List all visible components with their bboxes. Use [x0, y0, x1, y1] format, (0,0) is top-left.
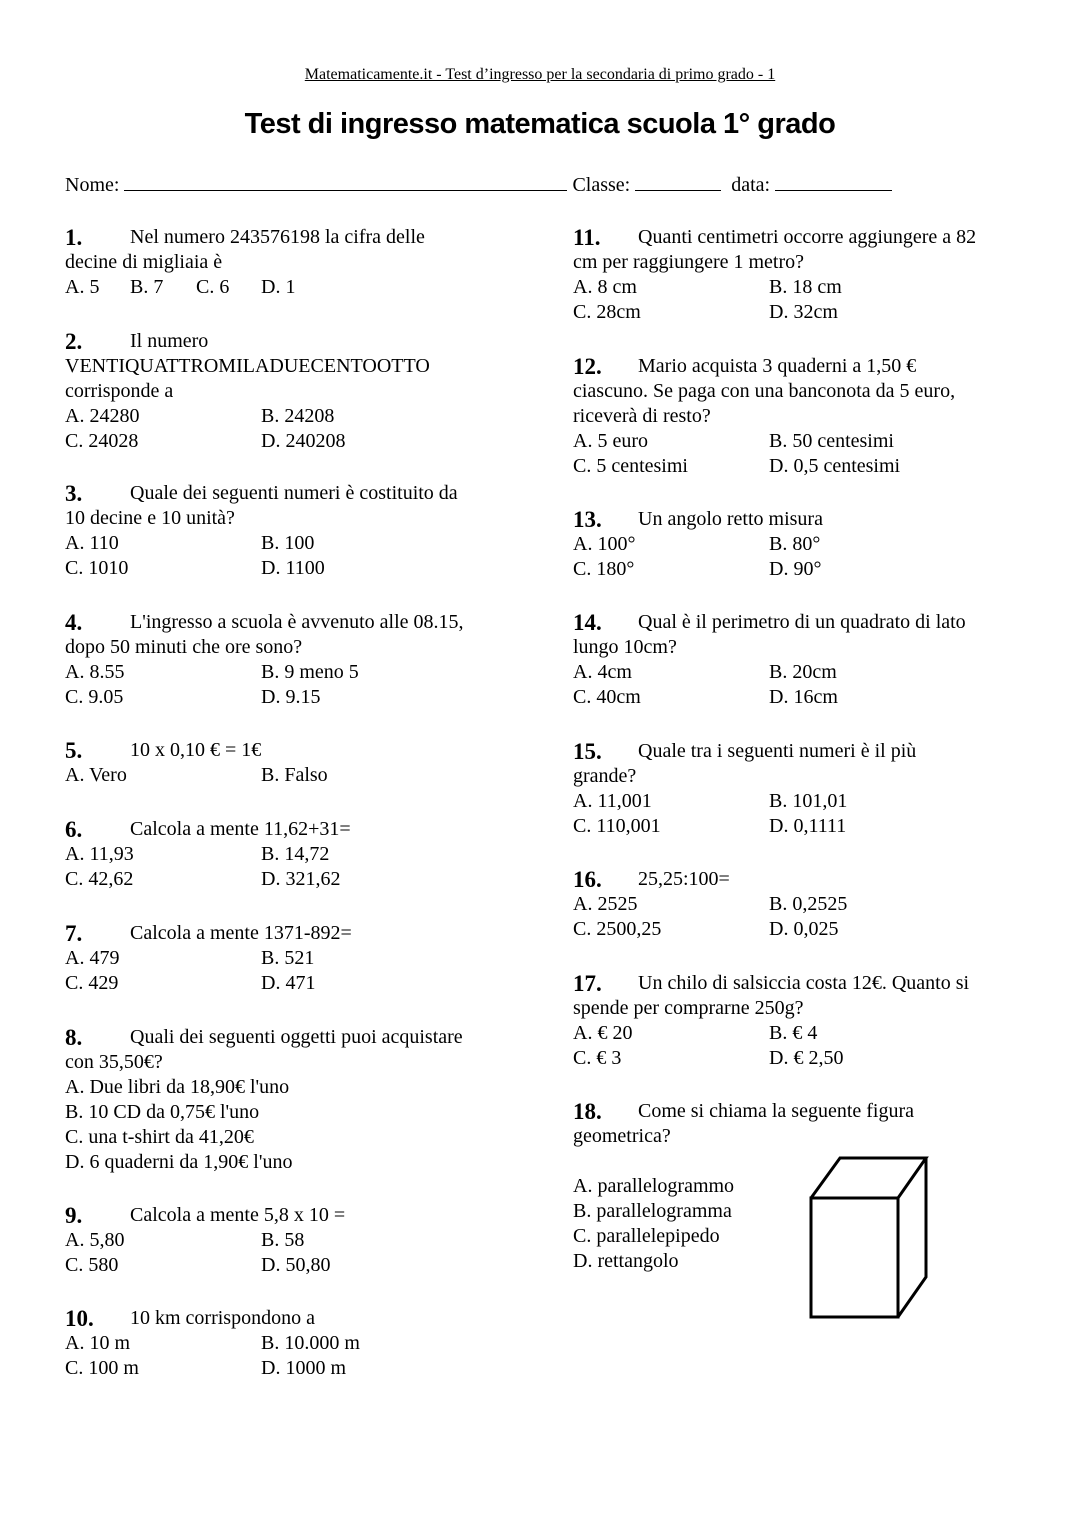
question-text: ciascuno. Se paga con una banconota da 5 euro, [573, 380, 956, 402]
page-header: Matematicamente.it - Test d’ingresso per la secondaria di primo grado - 1 [304, 66, 776, 83]
question-text: VENTIQUATTROMILADUECENTOOTTO [65, 355, 430, 377]
answer-option[interactable]: B. 20cm [769, 661, 837, 683]
page-title: Test di ingresso matematica scuola 1° grado [244, 108, 836, 140]
answer-option[interactable]: A. € 20 [573, 1022, 633, 1044]
question-1 [65, 225, 545, 298]
question-text: Quale tra i seguenti numeri è il più [638, 740, 917, 762]
answer-option[interactable]: D. 0,025 [769, 918, 839, 940]
class-label: Classe: [572, 174, 631, 196]
question-6 [65, 817, 545, 890]
question-number: 1. [65, 225, 83, 250]
question-8 [65, 1025, 545, 1173]
question-text: Quanti centimetri occorre aggiungere a 82 [638, 226, 977, 248]
answer-option[interactable]: C. 5 centesimi [573, 455, 688, 477]
question-number: 8. [65, 1025, 83, 1050]
answer-option[interactable]: A. 5 euro [573, 430, 648, 452]
question-text: Mario acquista 3 quaderni a 1,50 € [638, 355, 917, 377]
answer-option[interactable]: A. 2525 [573, 893, 638, 915]
question-text: 10 km corrispondono a [130, 1307, 315, 1329]
question-text: corrisponde a [65, 380, 174, 402]
question-text: Quale dei seguenti numeri è costituito da [130, 482, 458, 504]
answer-option[interactable]: D. € 2,50 [769, 1047, 844, 1069]
answer-option[interactable]: C. 28cm [573, 301, 641, 323]
answer-option[interactable]: B. 101,01 [769, 790, 848, 812]
cuboid-figure [800, 1150, 940, 1330]
question-14 [573, 610, 1053, 708]
answer-option[interactable]: C. 24028 [65, 430, 139, 452]
answer-option[interactable]: D. rettangolo [573, 1250, 679, 1272]
question-text: 10 decine e 10 unità? [65, 507, 235, 529]
question-10 [65, 1306, 545, 1379]
answer-option[interactable]: C. 6 [196, 276, 230, 298]
question-16 [573, 867, 1053, 940]
answer-option[interactable]: A. 8.55 [65, 661, 125, 683]
question-text: decine di migliaia è [65, 251, 223, 273]
answer-option[interactable]: A. 4cm [573, 661, 632, 683]
answer-option[interactable]: B. 80° [769, 533, 821, 555]
question-text: Calcola a mente 1371-892= [130, 922, 352, 944]
question-9 [65, 1203, 545, 1276]
question-number: 16. [573, 867, 602, 892]
answer-option[interactable]: A. Due libri da 18,90€ l'uno [65, 1076, 290, 1098]
question-number: 10. [65, 1306, 94, 1331]
answer-option[interactable]: B. 58 [261, 1229, 305, 1251]
answer-option[interactable]: A. parallelogrammo [573, 1175, 735, 1197]
answer-option[interactable]: C. 1010 [65, 557, 129, 579]
answer-option[interactable]: C. 110,001 [573, 815, 661, 837]
answer-option[interactable]: D. 321,62 [261, 868, 341, 890]
question-text: 25,25:100= [638, 868, 730, 890]
answer-option[interactable]: B. 10.000 m [261, 1332, 360, 1354]
date-label: data: [731, 174, 771, 196]
answer-option[interactable]: B. 0,2525 [769, 893, 848, 915]
question-number: 15. [573, 739, 602, 764]
answer-option[interactable]: D. 0,1111 [769, 815, 847, 837]
answer-option[interactable]: A. 24280 [65, 405, 140, 427]
question-text: riceverà di resto? [573, 405, 711, 427]
question-text: grande? [573, 765, 637, 787]
answer-option[interactable]: A. Vero [65, 764, 127, 786]
question-number: 9. [65, 1203, 83, 1228]
answer-option[interactable]: B. 10 CD da 0,75€ l'uno [65, 1101, 260, 1123]
question-number: 3. [65, 481, 83, 506]
question-number: 2. [65, 329, 83, 354]
answer-option[interactable]: D. 1000 m [261, 1357, 346, 1379]
answer-option[interactable]: C. 40cm [573, 686, 641, 708]
answer-option[interactable]: D. 6 quaderni da 1,90€ l'uno [65, 1151, 293, 1173]
question-text: Qual è il perimetro di un quadrato di lato [638, 611, 966, 633]
question-text: Il numero [130, 330, 209, 352]
answer-option[interactable]: D. 1 [261, 276, 296, 298]
question-number: 5. [65, 738, 83, 763]
answer-option[interactable]: D. 471 [261, 972, 316, 994]
question-text: Calcola a mente 11,62+31= [130, 818, 351, 840]
question-text: con 35,50€? [65, 1051, 163, 1073]
question-number: 12. [573, 354, 602, 379]
answer-option[interactable]: A. 10 m [65, 1332, 130, 1354]
question-text: dopo 50 minuti che ore sono? [65, 636, 303, 658]
answer-option[interactable]: C. 100 m [65, 1357, 139, 1379]
answer-option[interactable]: B. 14,72 [261, 843, 330, 865]
answer-option[interactable]: A. 479 [65, 947, 120, 969]
question-number: 17. [573, 971, 602, 996]
answer-option[interactable]: A. 100° [573, 533, 636, 555]
answer-option[interactable]: A. 8 cm [573, 276, 637, 298]
question-text: Calcola a mente 5,8 x 10 = [130, 1204, 346, 1226]
answer-option[interactable]: C. 2500,25 [573, 918, 662, 940]
answer-option[interactable]: C. € 3 [573, 1047, 622, 1069]
question-number: 18. [573, 1099, 602, 1124]
answer-option[interactable]: D. 240208 [261, 430, 346, 452]
answer-option[interactable]: D. 50,80 [261, 1254, 331, 1276]
question-17 [573, 971, 1053, 1069]
question-number: 13. [573, 507, 602, 532]
answer-option[interactable]: C. 9.05 [65, 686, 124, 708]
answer-option[interactable]: B. 9 meno 5 [261, 661, 359, 683]
question-7 [65, 921, 545, 994]
question-text: spende per comprarne 250g? [573, 997, 804, 1019]
question-text: geometrica? [573, 1125, 671, 1147]
answer-option[interactable]: D. 90° [769, 558, 822, 580]
answer-option[interactable]: B. 18 cm [769, 276, 842, 298]
question-3 [65, 481, 545, 579]
answer-option[interactable]: C. 429 [65, 972, 119, 994]
answer-option[interactable]: B. € 4 [769, 1022, 818, 1044]
question-text: Un angolo retto misura [638, 508, 823, 530]
question-18 [573, 1099, 1053, 1272]
answer-option[interactable]: C. parallelepipedo [573, 1225, 720, 1247]
question-13 [573, 507, 1053, 580]
answer-option[interactable]: A. 5 [65, 276, 100, 298]
name-field[interactable] [124, 172, 567, 191]
question-text: Quali dei seguenti oggetti puoi acquistare [130, 1026, 463, 1048]
answer-option[interactable]: D. 0,5 centesimi [769, 455, 901, 477]
answer-option[interactable]: C. 180° [573, 558, 635, 580]
question-12 [573, 354, 1053, 477]
answer-option[interactable]: A. 11,93 [65, 843, 134, 865]
question-4 [65, 610, 545, 708]
question-number: 4. [65, 610, 83, 635]
answer-option[interactable]: C. 42,62 [65, 868, 134, 890]
answer-option[interactable]: B. Falso [261, 764, 328, 786]
name-label: Nome: [65, 174, 120, 196]
answer-option[interactable]: B. 100 [261, 532, 315, 554]
answer-option[interactable]: B. 521 [261, 947, 315, 969]
answer-option[interactable]: A. 11,001 [573, 790, 652, 812]
answer-option[interactable]: B. parallelogramma [573, 1200, 732, 1222]
question-15 [573, 739, 1053, 837]
question-number: 7. [65, 921, 83, 946]
question-text: Un chilo di salsiccia costa 12€. Quanto si [638, 972, 970, 994]
class-field[interactable] [635, 172, 721, 191]
answer-option[interactable]: D. 32cm [769, 301, 838, 323]
answer-option[interactable]: B. 24208 [261, 405, 335, 427]
question-11 [573, 225, 1053, 323]
question-text: L'ingresso a scuola è avvenuto alle 08.15, [130, 611, 464, 633]
question-text: Nel numero 243576198 la cifra delle [130, 226, 425, 248]
question-text: lungo 10cm? [573, 636, 677, 658]
question-5 [65, 738, 545, 786]
answer-option[interactable]: B. 7 [130, 276, 164, 298]
answer-option[interactable]: A. 110 [65, 532, 119, 554]
answer-option[interactable]: C. 580 [65, 1254, 119, 1276]
question-text: 10 x 0,10 € = 1€ [130, 739, 262, 761]
question-number: 11. [573, 225, 601, 250]
student-fields [65, 172, 892, 197]
answer-option[interactable]: B. 50 centesimi [769, 430, 894, 452]
date-field[interactable] [775, 172, 892, 191]
question-number: 14. [573, 610, 602, 635]
question-text: Come si chiama la seguente figura [638, 1100, 915, 1122]
question-number: 6. [65, 817, 83, 842]
answer-option[interactable]: D. 16cm [769, 686, 838, 708]
question-text: cm per raggiungere 1 metro? [573, 251, 805, 273]
answer-option[interactable]: C. una t-shirt da 41,20€ [65, 1126, 254, 1148]
answer-option[interactable]: A. 5,80 [65, 1229, 125, 1251]
answer-option[interactable]: D. 1100 [261, 557, 325, 579]
question-2 [65, 329, 545, 452]
answer-option[interactable]: D. 9.15 [261, 686, 321, 708]
